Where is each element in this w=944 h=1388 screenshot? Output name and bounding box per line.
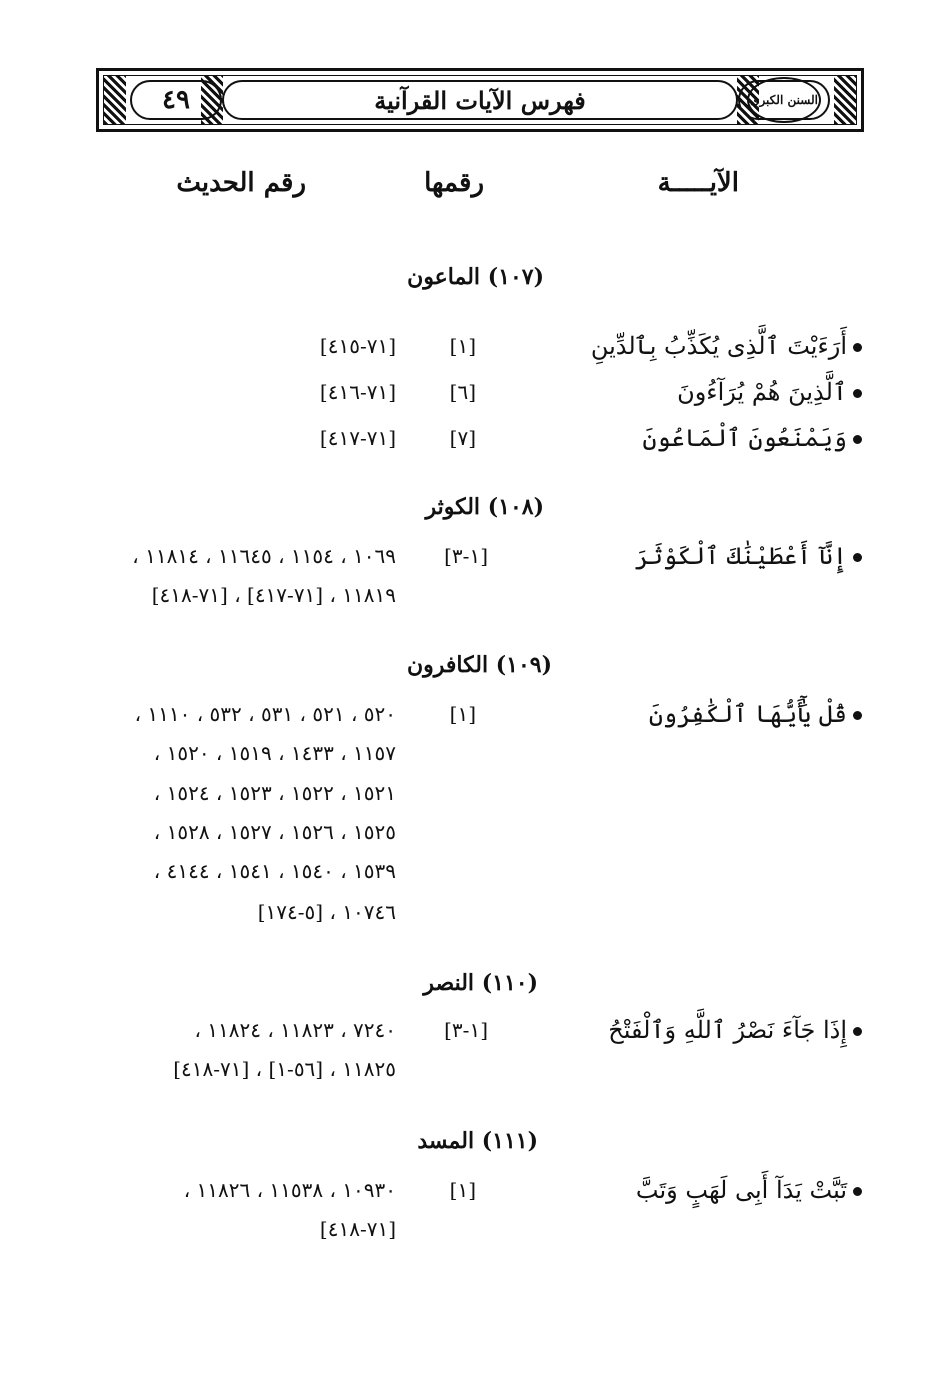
page-title: فهرس الآيات القرآنية — [222, 80, 738, 120]
verse-number: [٧] — [449, 426, 476, 450]
verse-text: وَيَمْنَعُونَ ٱلْمَاعُونَ — [642, 424, 862, 452]
verse-text: إِنَّآ أَعْطَيْنَٰكَ ٱلْكَوْثَرَ — [635, 542, 862, 570]
surah-heading: (١٠٨) الكوثر — [425, 494, 544, 520]
hadith-numbers: ٥٢٠ ، ٥٢١ ، ٥٣١ ، ٥٣٢ ، ١١١٠ ، — [134, 702, 396, 726]
hadith-numbers: [٧١-٤١٨] — [319, 1217, 396, 1241]
page-header — [96, 68, 864, 132]
bullet-icon — [853, 553, 862, 562]
bullet-icon — [853, 435, 862, 444]
bullet-icon — [853, 711, 862, 720]
column-header-verse: الآيـــــة — [657, 168, 739, 198]
verse-number: [١] — [449, 702, 476, 726]
hadith-numbers: [٧١-٤١٥] — [319, 334, 396, 358]
verse-text: تَبَّتْ يَدَآ أَبِى لَهَبٍ وَتَبَّ — [636, 1176, 862, 1204]
surah-heading: (١٠٧) الماعون — [407, 264, 544, 290]
hadith-numbers: [٧١-٤١٦] — [319, 380, 396, 404]
verse-text: قُلْ يَٰٓأَيُّهَا ٱلْكَٰفِرُونَ — [649, 700, 862, 728]
verse-text: إِذَا جَآءَ نَصْرُ ٱللَّهِ وَٱلْفَتْحُ — [608, 1016, 862, 1044]
hadith-numbers: ١١٥٧ ، ١٤٣٣ ، ١٥١٩ ، ١٥٢٠ ، — [153, 741, 396, 765]
verse-number: [١] — [449, 334, 476, 358]
hadith-numbers: ١٠٧٤٦ ، [٥-١٧٤] — [257, 900, 396, 924]
verse-text: أَرَءَيْتَ ٱلَّذِى يُكَذِّبُ بِٱلدِّينِ — [591, 332, 862, 360]
column-header-hadith-number: رقم الحديث — [176, 168, 306, 198]
verse-number: [١-٣] — [444, 544, 488, 568]
surah-heading: (١٠٩) الكافرون — [406, 652, 552, 678]
hadith-numbers: ١٠٩٣٠ ، ١١٥٣٨ ، ١١٨٢٦ ، — [183, 1178, 396, 1202]
verse-number: [١-٣] — [444, 1018, 488, 1042]
hadith-numbers: ١١٨٢٥ ، [٥٦-١] ، [٧١-٤١٨] — [173, 1057, 396, 1081]
bullet-icon — [853, 343, 862, 352]
ornament-left — [104, 76, 126, 124]
hadith-numbers: ١٥٢٥ ، ١٥٢٦ ، ١٥٢٧ ، ١٥٢٨ ، — [153, 820, 396, 844]
hadith-numbers: [٧١-٤١٧] — [319, 426, 396, 450]
hadith-numbers: ١٥٢١ ، ١٥٢٢ ، ١٥٢٣ ، ١٥٢٤ ، — [153, 781, 396, 805]
book-logo — [738, 80, 830, 120]
surah-heading: (١١١) المسد — [417, 1128, 538, 1154]
hadith-numbers: ٧٢٤٠ ، ١١٨٢٣ ، ١١٨٢٤ ، — [194, 1018, 396, 1042]
verse-number: [١] — [449, 1178, 476, 1202]
ornament-right — [834, 76, 856, 124]
column-header-verse-number: رقمها — [424, 168, 484, 198]
bullet-icon — [853, 1027, 862, 1036]
header-frame — [103, 75, 857, 125]
verse-number: [٦] — [449, 380, 476, 404]
bullet-icon — [853, 1187, 862, 1196]
hadith-numbers: ١٥٣٩ ، ١٥٤٠ ، ١٥٤١ ، ٤١٤٤ ، — [153, 859, 396, 883]
bullet-icon — [853, 389, 862, 398]
hadith-numbers: ١١٨١٩ ، [٧١-٤١٧] ، [٧١-٤١٨] — [151, 583, 396, 607]
hadith-numbers: ١٠٦٩ ، ١١٥٤ ، ١١٦٤٥ ، ١١٨١٤ ، — [132, 544, 396, 568]
surah-heading: (١١٠) النصر — [423, 970, 538, 996]
page-number: ٤٩ — [130, 80, 222, 120]
verse-text: ٱلَّذِينَ هُمْ يُرَآءُونَ — [677, 378, 862, 406]
book-logo-seal: السنن الكبرى — [747, 77, 821, 123]
